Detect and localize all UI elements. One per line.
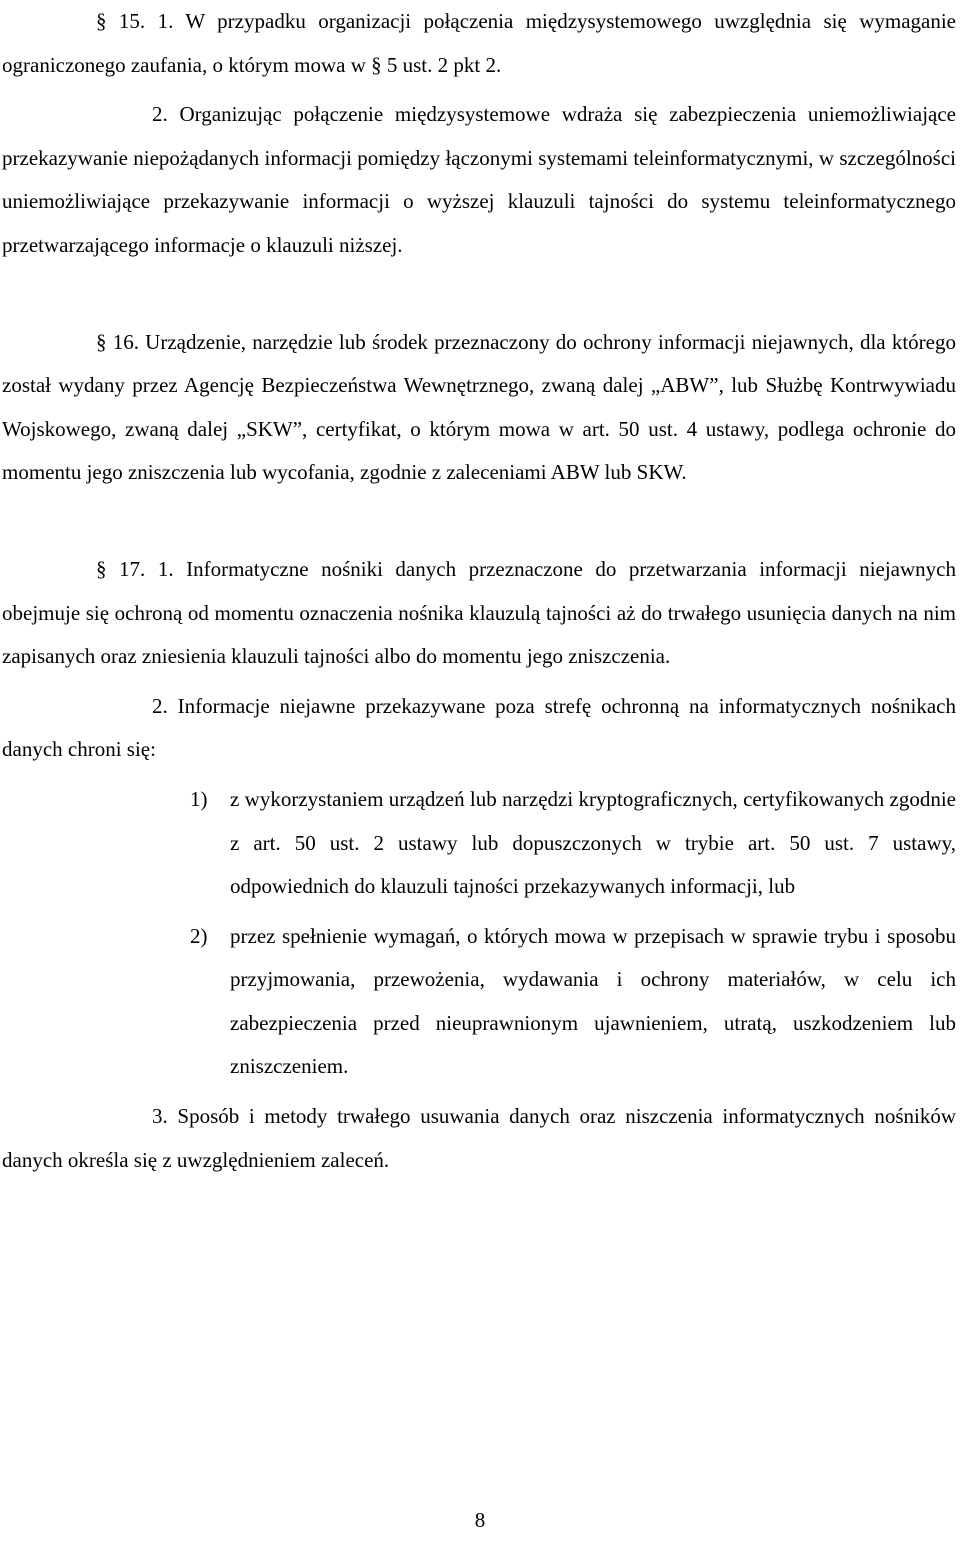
paragraph-15-2: 2. Organizując połączenie międzysystemowe wdraża się zabezpieczenia uniemożliwiające przekazywanie niepożądanych informacji pomiędzy łączonymi systemami teleinformatycznymi, w szczególności uniemożliwiające przekazywanie informacji o wyższej klauzuli tajności do systemu teleinformatycznego przetwarzającego informacje o klauzuli niższej. — [2, 102, 956, 257]
paragraph-16: § 16. Urządzenie, narzędzie lub środek przeznaczony do ochrony informacji niejawnych, dla którego został wydany przez Agencję Bezpieczeństwa Wewnętrznego, zwaną dalej „ABW”, lub Służbę Kontrwywiadu Wojskowego, zwaną dalej „SKW”, certyfikat, o którym mowa w art. 50 ust. 4 ustawy, podlega ochronie do momentu jego zniszczenia lub wycofania, zgodnie z zaleceniami ABW lub SKW. — [2, 329, 956, 485]
list-item — [190, 778, 956, 909]
list-item-text: przez spełnienie wymagań, o których mowa w przepisach w sprawie trybu i sposobu przyjmowania, przewożenia, wydawania i ochrony materiałów, w celu ich zabezpieczenia przed nieuprawnionym ujawnieniem, utratą, uszkodzeniem lub zniszczeniem. — [230, 923, 956, 1079]
list-item-text: z wykorzystaniem urządzeń lub narzędzi kryptograficznych, certyfikowanych zgodnie z art. 50 ust. 2 ustawy lub dopuszczonych w trybie art. 50 ust. 7 ustawy, odpowiednich do klauzuli tajności przekazywanych informacji, lub — [230, 786, 956, 899]
document-page — [2, 0, 956, 1182]
paragraph-17-3: 3. Sposób i metody trwałego usuwania danych oraz niszczenia informatycznych nośników danych określa się z uwzględnieniem zaleceń. — [2, 1104, 956, 1172]
enumerated-list — [2, 778, 956, 1089]
list-item-number: 1) — [190, 786, 208, 811]
list-item-number: 2) — [190, 923, 208, 948]
list-item — [190, 915, 956, 1089]
paragraph-15-1: § 15. 1. W przypadku organizacji połączenia międzysystemowego uwzględnia się wymaganie ograniczonego zaufania, o którym mowa w § 5 ust. 2 pkt 2. — [2, 9, 956, 77]
paragraph-17-2: 2. Informacje niejawne przekazywane poza strefę ochronną na informatycznych nośnikach danych chroni się: — [2, 693, 956, 762]
paragraph-17-1: § 17. 1. Informatyczne nośniki danych przeznaczone do przetwarzania informacji niejawnych obejmuje się ochroną od momentu oznaczenia nośnika klauzulą tajności aż do trwałego usunięcia danych na nim zapisanych oraz zniesienia klauzuli tajności albo do momentu jego zniszczenia. — [2, 556, 956, 669]
page-number: 8 — [474, 1508, 486, 1532]
